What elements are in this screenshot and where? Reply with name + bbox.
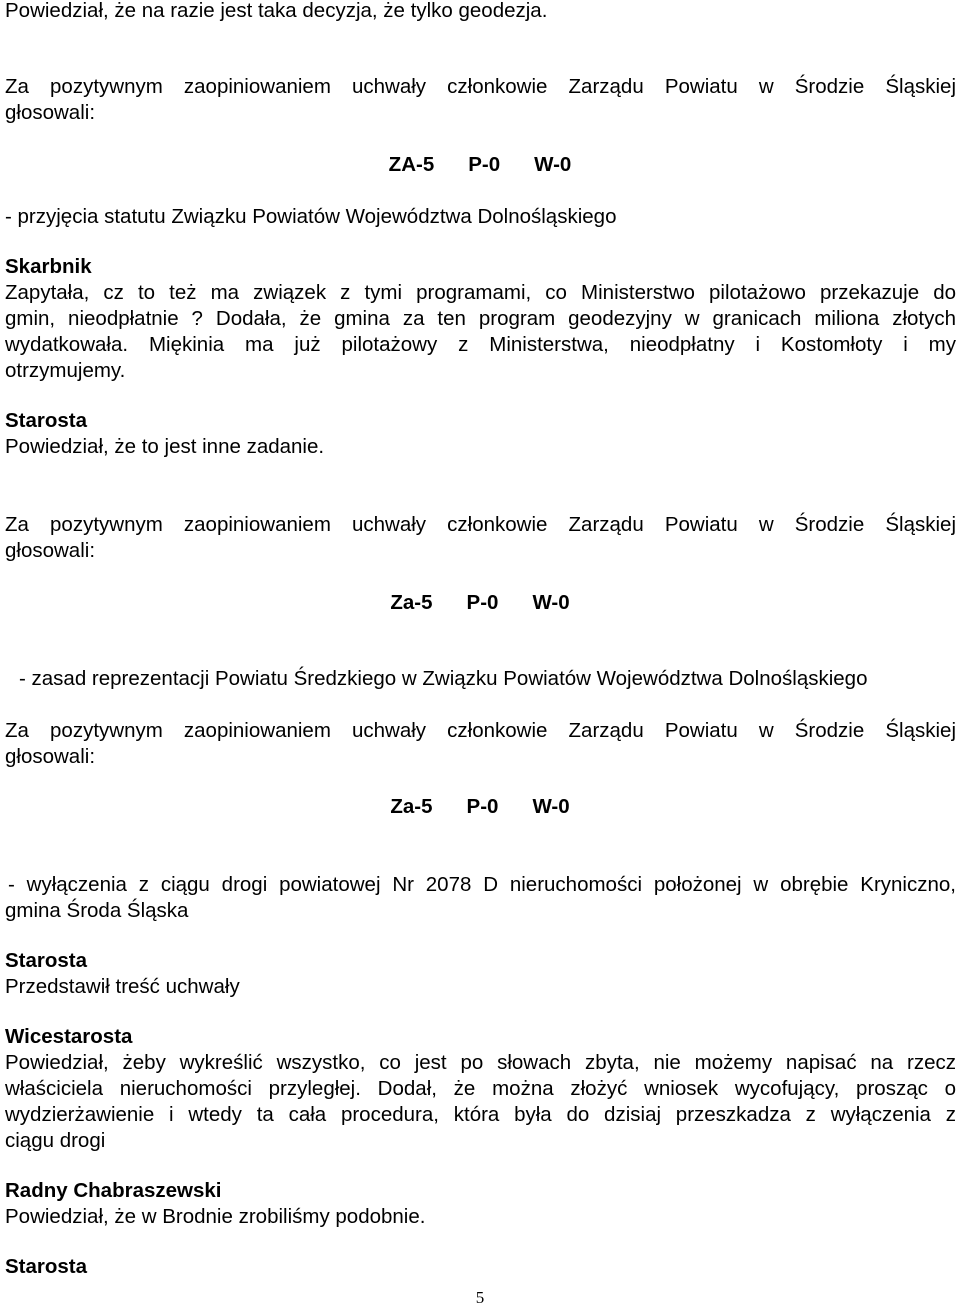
speaker-radny-chabraszewski: Radny Chabraszewski [5, 1179, 222, 1202]
speech-skarbnik [5, 280, 956, 384]
speaker-starosta-3: Starosta [5, 1255, 88, 1278]
paragraph-vote-intro-2 [5, 512, 956, 564]
speaker-wicestarosta: Wicestarosta [5, 1025, 133, 1048]
speech-wicestarosta-line-3: wydzierżawienie i wtedy ta cała procedura, która była do dzisiaj przeszkadza z wyłączenia z [5, 1103, 956, 1126]
item-road-exclusion-line-1: - wyłączenia z ciągu drogi powiatowej Nr 2078 D nieruchomości położonej w obrębie Kryniczno, [8, 873, 956, 896]
paragraph-vote-intro-1 [5, 74, 956, 126]
page-number: 5 [475, 1288, 485, 1307]
item-representation: - zasad reprezentacji Powiatu Średzkiego w Związku Powiatów Województwa Dolnośląskiego [19, 667, 868, 690]
item-statute: - przyjęcia statutu Związku Powiatów Województwa Dolnośląskiego [5, 205, 617, 228]
item-road-exclusion-line-2: gmina Środa Śląska [5, 899, 189, 922]
vote-intro-2-line-2: głosowali: [5, 539, 96, 562]
item-road-exclusion [5, 872, 956, 924]
paragraph-vote-intro-3 [5, 718, 956, 770]
speech-starosta-1: Powiedział, że to jest inne zadanie. [5, 435, 325, 458]
speech-starosta-2: Przedstawił treść uchwały [5, 975, 240, 998]
vote-1-w: W-0 [534, 153, 572, 176]
vote-1-p: P-0 [468, 153, 501, 176]
vote-2-w: W-0 [532, 591, 570, 614]
vote-intro-2-line-1: Za pozytywnym zaopiniowaniem uchwały członkowie Zarządu Powiatu w Środzie Śląskiej [5, 513, 956, 536]
vote-1-za: ZA-5 [388, 153, 435, 176]
speaker-starosta-2: Starosta [5, 949, 88, 972]
vote-intro-3-line-1: Za pozytywnym zaopiniowaniem uchwały członkowie Zarządu Powiatu w Środzie Śląskiej [5, 719, 956, 742]
speech-wicestarosta-line-2: właściciela nieruchomości przyległej. Dodał, że można złożyć wniosek wycofujący, prosząc o [5, 1077, 956, 1100]
speech-wicestarosta-line-4: ciągu drogi [5, 1129, 106, 1152]
speech-wicestarosta-line-1: Powiedział, żeby wykreślić wszystko, co jest po słowach zbyta, nie możemy napisać na rzecz [5, 1051, 956, 1074]
vote-intro-1-line-2: głosowali: [5, 101, 96, 124]
speech-skarbnik-line-2: gmin, nieodpłatnie ? Dodała, że gmina za ten program geodezyjny w granicach miliona złotych [5, 307, 956, 330]
vote-2-za: Za-5 [390, 591, 433, 614]
speaker-starosta-1: Starosta [5, 409, 88, 432]
speech-wicestarosta [5, 1050, 956, 1154]
speech-radny-chabraszewski: Powiedział, że w Brodnie zrobiliśmy podobnie. [5, 1205, 426, 1228]
vote-intro-3-line-2: głosowali: [5, 745, 96, 768]
vote-intro-1-line-1: Za pozytywnym zaopiniowaniem uchwały członkowie Zarządu Powiatu w Środzie Śląskiej [5, 75, 956, 98]
vote-3-w: W-0 [532, 795, 570, 818]
speaker-skarbnik: Skarbnik [5, 255, 92, 278]
paragraph-decision: Powiedział, że na razie jest taka decyzja, że tylko geodezja. [5, 0, 548, 22]
speech-skarbnik-line-4: otrzymujemy. [5, 359, 126, 382]
vote-3-za: Za-5 [390, 795, 433, 818]
vote-result-2 [0, 590, 960, 616]
speech-skarbnik-line-1: Zapytała, cz to też ma związek z tymi programami, co Ministerstwo pilotażowo przekazuje do [5, 281, 956, 304]
vote-result-3 [0, 794, 960, 820]
vote-result-1 [0, 152, 960, 178]
speech-skarbnik-line-3: wydatkowała. Miękinia ma już pilotażowy z Ministerstwa, nieodpłatny i Kostomłoty i my [5, 333, 956, 356]
vote-3-p: P-0 [466, 795, 499, 818]
vote-2-p: P-0 [466, 591, 499, 614]
